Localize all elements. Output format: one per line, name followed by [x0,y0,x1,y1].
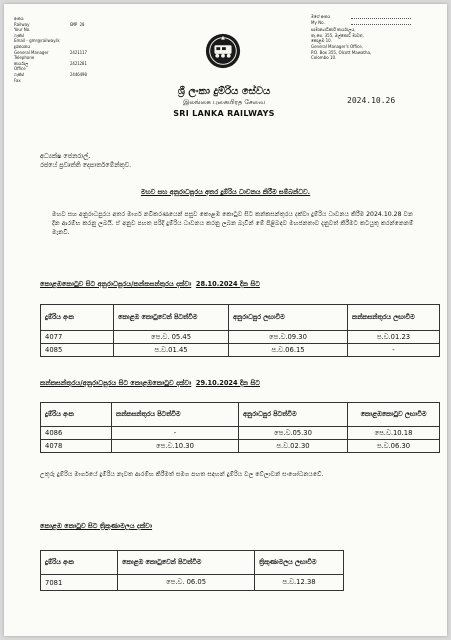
table-row: 4086 - පෙ.ව.05.30 පෙ.ව.10.18 [41,427,440,440]
timetable-colombo-trinco: දුම්රිය අංක කොළඹ කොටුවෙන් පිටත්වීම ත්‍රිකුණාමලය ලඟාවීම 7081 පෙ.ව. 06.05 ප.ව.12.38 [40,550,344,591]
field-row: දුරකථනය [14,43,31,49]
letter-subject: මහව සහ අනුරාධපුරය අතර දුම්රිය ධාවනය කිරීම සම්බන්ධව. [140,188,311,196]
field-row: Railway GMP 20 [14,21,85,27]
my-number: මගේ අංකය [311,14,431,20]
field-row: අංකය [14,16,24,21]
section-heading: කන්කසන්තුරය/අනුරාධපුරය සිට කොළඹකොටුව දක්වා 29.10.2024 දින සිට [40,379,260,387]
letter-date: 2024.10.26 [347,96,396,105]
field-row: Telephone [14,55,35,61]
intro-paragraph: මහව සහ අනුරාධපුරය අතර මාර්ග නවීකරණයෙන් පසුව කොළඹ කොටුව සිට කන්කසන්තුරය දක්වා දුම්රිය ධාවනය කිරීම 2024.10.28 වන දින ආරම්භ කරනු ලබයි. ඒ අනුව පහත පරිදි දුම්රිය ධාවනය කරනු ලබන බැවින් මේ පිළිබඳව මහජනතාව දැනුවත් කිරීමට කටයුතු කරන්නෙනම් මැනවි. [52,211,414,237]
field-row: Your No. [14,27,31,33]
railway-emblem-icon [204,32,242,70]
timetable-kks-colombo: දුම්රිය අංක කන්කසන්තුරය පිටත්වීම අනුරාධපුර පිටත්වීම කොළඹකොටුව ලඟාවීම 4086 - පෙ.ව.05.30 පෙ.ව.10.18 4078 පෙ.ව.10.30 ප.ව.02.30 ප.ව.06.30 [40,402,440,453]
table-row: 4078 පෙ.ව.10.30 ප.ව.02.30 ප.ව.06.30 [41,440,440,453]
section-heading: කොළඹ කොටුව සිට ත්‍රිකුණාමලය දක්වා [40,522,153,530]
table-row: 4077 පෙ.ව. 05.45 පෙ.ව.09.30 ප.ව.01.23 [41,331,440,344]
org-name-sinhala: ශ්‍රී ලංකා දුම්රිය සේවය [177,86,271,97]
field-row: Email - gmr@railway.lk [14,38,60,44]
organization-name [104,86,344,118]
addressee: අධ්‍යක්ෂ ජෙනරාල්, රජයේ ප්‍රවෘත්ති දෙපාර්තමේන්තුව. [40,152,132,169]
timetable-colombo-kks: දුම්රිය අංක කොළඹ කොටුවෙන් පිටත්වීම අනුරාධපුර ලඟාවීම කන්කසන්තුරය ලඟාවීම 4077 පෙ.ව. 05.45 පෙ.ව.09.30 ප.ව.01.23 4085 ප.ව.01.45 ප.ව.06.15 - [40,304,440,357]
my-number-en: My No. [311,20,431,26]
letterhead-right [311,14,431,105]
field-row: Fax [14,77,21,83]
address-block: සාමාන්‍යාධිකාරි කාර්යාලය, තැ.පෙ. 355, ඔල්කොට් මාවත, කොළඹ 10. General Manager's Office, P.O. Box 355, Olcott Mawatha, Colombo 10. [311,27,372,61]
field-row: ෆැක්ස් 2446490 [14,71,87,77]
org-name-tamil: இலங்கை புகையிரத சேவை [183,98,265,106]
field-row: General Manager 2421117 [14,49,87,55]
letterhead-left [14,16,87,83]
revision-paragraph: උතුරු දුම්රිය මාර්ගයේ දුම්රිය නැවත ආරම්භ කිරීමත් සමග පහත සඳහන් දුම්රිය වල වේලාවන් සංශෝධනයවේ. [40,471,324,478]
field-row: Office [14,66,26,72]
table-row: 4085 ප.ව.01.45 ප.ව.06.15 - [41,344,440,357]
table-row: 7081 පෙ.ව. 06.05 ප.ව.12.38 [41,575,344,591]
section-heading: කොළඹකොටුව සිට අනුරාධපුරය/කන්කසන්තුරය දක්වා 28.10.2024 දින සිට [40,280,260,288]
field-row: ෆැක්ස් [14,32,24,38]
org-name-english: SRI LANKA RAILWAYS [173,109,275,118]
field-row: කාර්යාල 2421281 [14,60,87,66]
letter-page [4,4,447,636]
